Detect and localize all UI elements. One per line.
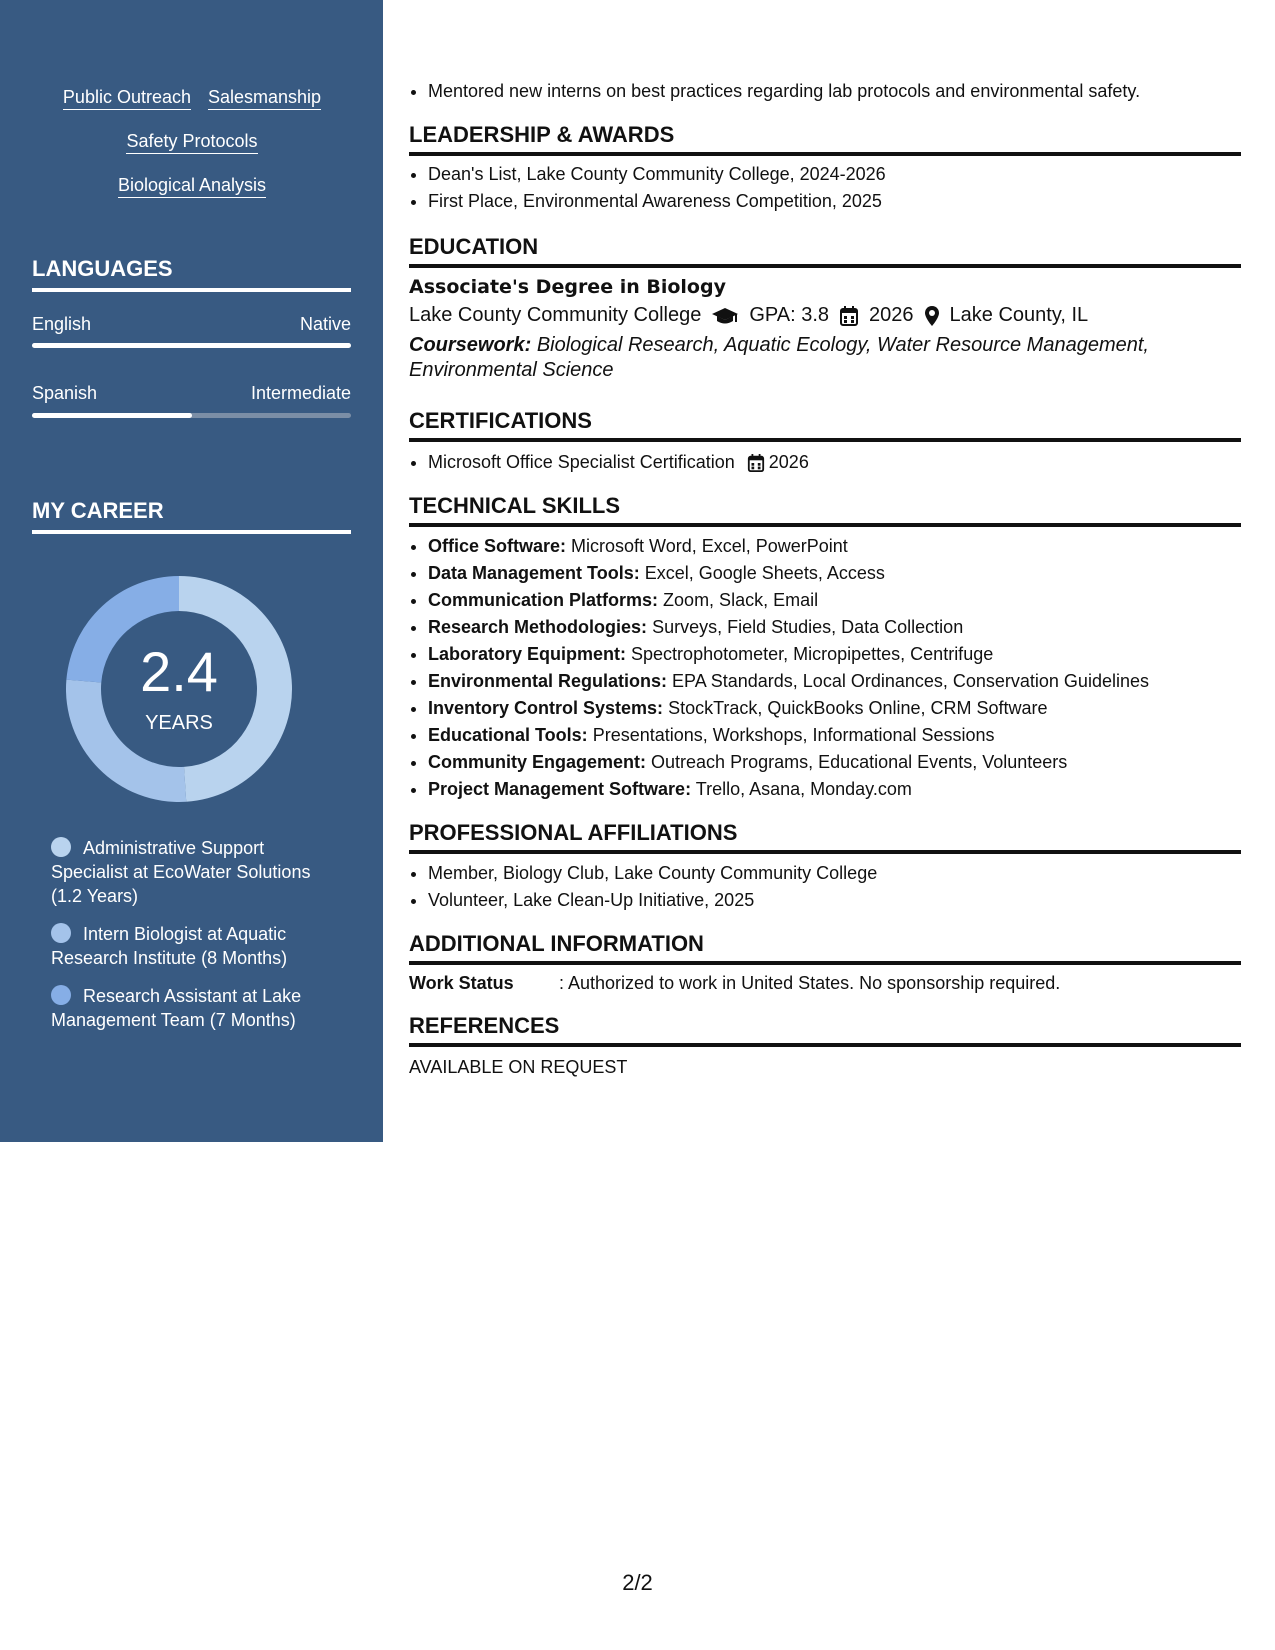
technical-skill-value: Trello, Asana, Monday.com xyxy=(695,779,912,799)
technical-skill-value: Presentations, Workshops, Informational Sessions xyxy=(592,725,995,745)
section-title: EDUCATION xyxy=(409,234,539,259)
donut-center xyxy=(66,576,292,802)
technical-skill-value: Excel, Google Sheets, Access xyxy=(644,563,885,583)
gpa: GPA: 3.8 xyxy=(749,304,830,326)
section-rule xyxy=(409,438,1241,442)
section-rule xyxy=(409,1043,1241,1047)
language-level: Native xyxy=(299,314,351,334)
degree-title: Associate's Degree in Biology xyxy=(409,276,726,298)
page-number: 2/2 xyxy=(622,1570,653,1595)
list-item: • Dean's List, Lake County Community College, 2024-2026 xyxy=(428,161,1241,188)
graduation-year: 2026 xyxy=(869,304,914,326)
section-rule xyxy=(409,523,1241,527)
career-donut-chart xyxy=(66,576,292,802)
skill-tag[interactable]: Salesmanship xyxy=(208,86,321,110)
career-dot-icon xyxy=(51,923,71,943)
certification-year: 2026 xyxy=(768,452,809,472)
languages-heading-text: LANGUAGES xyxy=(32,256,173,281)
technical-skill-value: Microsoft Word, Excel, PowerPoint xyxy=(571,536,848,556)
work-status-label: Work Status xyxy=(409,973,514,993)
language-bar-fill xyxy=(32,343,351,348)
technical-skill-value: Surveys, Field Studies, Data Collection xyxy=(652,617,964,637)
sidebar xyxy=(0,0,383,1142)
career-item xyxy=(51,922,341,970)
technical-skill-item xyxy=(428,614,1241,641)
calendar-icon xyxy=(839,305,859,327)
coursework xyxy=(409,333,1241,383)
leadership-list xyxy=(409,161,1241,215)
technical-skill-label: Project Management Software: xyxy=(428,779,692,799)
education-details xyxy=(409,304,1241,327)
additional-info-heading xyxy=(409,931,1241,965)
technical-skill-value: StockTrack, QuickBooks Online, CRM Software xyxy=(668,698,1048,718)
technical-skills-list xyxy=(409,533,1241,803)
technical-skill-item xyxy=(428,749,1241,776)
technical-skill-label: Laboratory Equipment: xyxy=(428,644,627,664)
technical-skill-label: Office Software: xyxy=(428,536,567,556)
section-title: CERTIFICATIONS xyxy=(409,408,592,433)
list-item: • First Place, Environmental Awareness Competition, 2025 xyxy=(428,188,1241,215)
coursework-text: Biological Research, Aquatic Ecology, Water Resource Management, Environmental Science xyxy=(409,334,1149,381)
references-heading xyxy=(409,1013,1241,1047)
affiliations-heading xyxy=(409,820,1241,854)
certifications-list xyxy=(409,449,1241,476)
affiliations-list xyxy=(409,860,1241,914)
career-heading xyxy=(32,498,351,534)
language-bar-english xyxy=(32,343,351,348)
technical-skill-item xyxy=(428,776,1241,803)
career-heading-text: MY CAREER xyxy=(32,498,164,523)
section-rule xyxy=(409,264,1241,268)
technical-skill-item xyxy=(428,695,1241,722)
career-item-text: Research Assistant at Lake Management Team (7 Months) xyxy=(51,986,302,1030)
leadership-heading xyxy=(409,122,1241,156)
heading-rule xyxy=(32,530,351,534)
education-heading xyxy=(409,234,1241,268)
career-item-text: Administrative Support Specialist at EcoWater Solutions (1.2 Years) xyxy=(51,838,311,906)
technical-skill-item xyxy=(428,560,1241,587)
technical-skill-item xyxy=(428,587,1241,614)
section-title: TECHNICAL SKILLS xyxy=(409,493,621,518)
technical-skills-heading xyxy=(409,493,1241,527)
technical-skill-item xyxy=(428,668,1241,695)
career-dot-icon xyxy=(51,837,71,857)
education-block xyxy=(409,276,1241,383)
career-dot-icon xyxy=(51,985,71,1005)
language-row-english xyxy=(32,314,351,335)
technical-skill-item xyxy=(428,533,1241,560)
certifications-heading xyxy=(409,408,1241,442)
technical-skill-label: Communication Platforms: xyxy=(428,590,659,610)
language-bar-spanish xyxy=(32,413,351,418)
technical-skill-label: Inventory Control Systems: xyxy=(428,698,664,718)
references-text: AVAILABLE ON REQUEST xyxy=(409,1057,628,1077)
technical-skill-value: Zoom, Slack, Email xyxy=(663,590,819,610)
graduation-cap-icon xyxy=(711,306,739,326)
technical-skill-value: EPA Standards, Local Ordinances, Conservation Guidelines xyxy=(672,671,1149,691)
certification-name: • Microsoft Office Specialist Certification xyxy=(428,452,735,472)
technical-skill-value: Spectrophotometer, Micropipettes, Centrifuge xyxy=(631,644,994,664)
skill-tag[interactable]: Safety Protocols xyxy=(126,130,257,154)
list-item: • Member, Biology Club, Lake County Community College xyxy=(428,860,1241,887)
languages-heading xyxy=(32,256,351,292)
work-status-value: : Authorized to work in United States. No sponsorship required. xyxy=(559,973,1061,993)
language-name: Spanish xyxy=(32,383,98,403)
section-rule xyxy=(409,152,1241,156)
career-item xyxy=(51,984,341,1032)
work-status-row xyxy=(409,973,1241,994)
heading-rule xyxy=(32,288,351,292)
coursework-label: Coursework: xyxy=(409,334,532,356)
section-rule xyxy=(409,961,1241,965)
section-title: PROFESSIONAL AFFILIATIONS xyxy=(409,820,738,845)
skills-list xyxy=(32,86,352,218)
section-title: REFERENCES xyxy=(409,1013,560,1038)
career-total-unit: YEARS xyxy=(145,712,213,734)
career-item xyxy=(51,836,341,908)
experience-continued xyxy=(409,78,1241,105)
skill-tag[interactable]: Biological Analysis xyxy=(118,174,266,198)
section-title: LEADERSHIP & AWARDS xyxy=(409,122,675,147)
section-title: ADDITIONAL INFORMATION xyxy=(409,931,704,956)
technical-skill-label: Research Methodologies: xyxy=(428,617,648,637)
section-rule xyxy=(409,850,1241,854)
location: Lake County, IL xyxy=(949,304,1089,326)
language-bar-fill xyxy=(32,413,192,418)
technical-skill-label: Environmental Regulations: xyxy=(428,671,668,691)
skill-tag[interactable]: Public Outreach xyxy=(63,86,191,110)
language-level: Intermediate xyxy=(250,383,351,403)
technical-skill-value: Outreach Programs, Educational Events, Volunteers xyxy=(651,752,1068,772)
career-item-text: Intern Biologist at Aquatic Research Institute (8 Months) xyxy=(51,924,288,968)
technical-skill-item xyxy=(428,641,1241,668)
language-name: English xyxy=(32,314,92,334)
experience-bullet: • Mentored new interns on best practices regarding lab protocols and environmental safety. xyxy=(428,78,1241,105)
technical-skill-label: Educational Tools: xyxy=(428,725,588,745)
technical-skill-label: Community Engagement: xyxy=(428,752,647,772)
technical-skill-label: Data Management Tools: xyxy=(428,563,640,583)
career-total-years: 2.4 xyxy=(140,640,218,703)
location-pin-icon xyxy=(924,305,940,327)
technical-skill-item xyxy=(428,722,1241,749)
career-list xyxy=(51,836,341,1046)
certification-item xyxy=(428,449,1241,476)
calendar-icon xyxy=(747,453,765,473)
language-row-spanish xyxy=(32,383,351,404)
list-item: • Volunteer, Lake Clean-Up Initiative, 2025 xyxy=(428,887,1241,914)
school-name: Lake County Community College xyxy=(409,304,702,326)
